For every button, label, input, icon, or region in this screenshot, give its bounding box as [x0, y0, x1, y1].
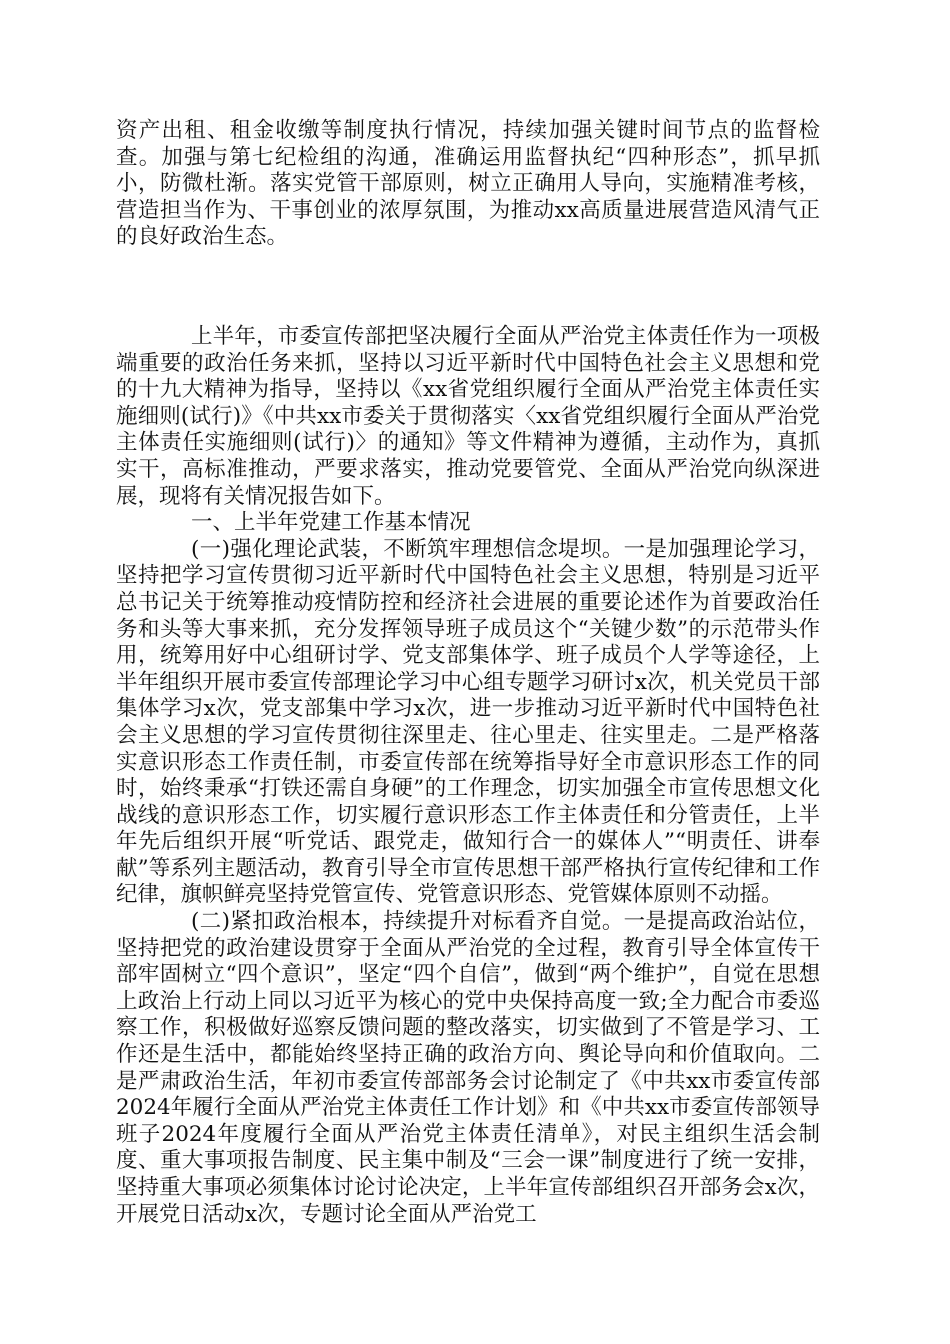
- section-heading: 一、上半年党建工作基本情况: [191, 510, 471, 536]
- paragraph-intro: 上半年，市委宣传部把坚决履行全面从严治党主体责任作为一项极端重要的政治任务来抓，坚持以习近平新时代中国特色社会主义思想和党的十九大精神为指导，坚持以《xx省党组织履行全面从严治党主体责任实施细则(试行)》《中共xx市委关于贯彻落实〈xx省党组织履行全面从严治党主体责任实施细则(试行)〉的通知》等文件精神为遵循，主动作为，真抓实干，高标准推动，严要求落实，推动党要管党、全面从严治党向纵深进展，现将有关情况报告如下。: [116, 324, 820, 509]
- text-block-top: [116, 118, 820, 251]
- paragraph-section-1: (一)强化理论武装，不断筑牢理想信念堤坝。一是加强理论学习，坚持把学习宣传贯彻习近平新时代中国特色社会主义思想，特别是习近平总书记关于统筹推动疫情防控和经济社会进展的重要论述作为首要政治任务和头等大事来抓，充分发挥领导班子成员这个“关键少数”的示范带头作用，统筹用好中心组研讨学、党支部集体学、班子成员个人学等途径，上半年组织开展市委宣传部理论学习中心组专题学习研讨x次，机关党员干部集体学习x次，党支部集中学习x次，进一步推动习近平新时代中国特色社会主义思想的学习宣传贯彻往深里走、往心里走、往实里走。二是严格落实意识形态工作责任制，市委宣传部在统筹指导好全市意识形态工作的同时，始终秉承“打铁还需自身硬”的工作理念，切实加强全市宣传思想文化战线的意识形态工作，切实履行意识形态工作主体责任和分管责任，上半年先后组织开展“听党话、跟党走，做知行合一的媒体人”“明责任、讲奉献”等系列主题活动，教育引导全市宣传思想干部严格执行宣传纪律和工作纪律，旗帜鲜亮坚持党管宣传、党管意识形态、党管媒体原则不动摇。: [116, 536, 820, 908]
- text-block-main: [116, 324, 820, 1228]
- paragraph-section-2: (二)紧扣政治根本，持续提升对标看齐自觉。一是提高政治站位，坚持把党的政治建设贯穿于全面从严治党的全过程，教育引导全体宣传干部牢固树立“四个意识”，坚定“四个自信”，做到“两个维护”，自觉在思想上政治上行动上同以习近平为核心的党中央保持高度一致;全力配合市委巡察工作，积极做好巡察反馈问题的整改落实，切实做到了不管是学习、工作还是生活中，都能始终坚持正确的政治方向、舆论导向和价值取向。二是严肃政治生活，年初市委宣传部部务会讨论制定了《中共xx市委宣传部2024年履行全面从严治党主体责任工作计划》和《中共xx市委宣传部领导班子2024年度履行全面从严治党主体责任清单》，对民主组织生活会制度、重大事项报告制度、民主集中制及“三会一课”制度进行了统一安排，坚持重大事项必须集体讨论讨论决定，上半年宣传部组织召开部务会x次，开展党日活动x次，专题讨论全面从严治党工: [116, 909, 820, 1227]
- paragraph: 资产出租、租金收缴等制度执行情况，持续加强关键时间节点的监督检查。加强与第七纪检组的沟通，准确运用监督执纪“四种形态”，抓早抓小，防微杜渐。落实党管干部原则，树立正确用人导向，实施精准考核，营造担当作为、干事创业的浓厚氛围，为推动xx高质量进展营造风清气正的良好政治生态。: [116, 118, 820, 250]
